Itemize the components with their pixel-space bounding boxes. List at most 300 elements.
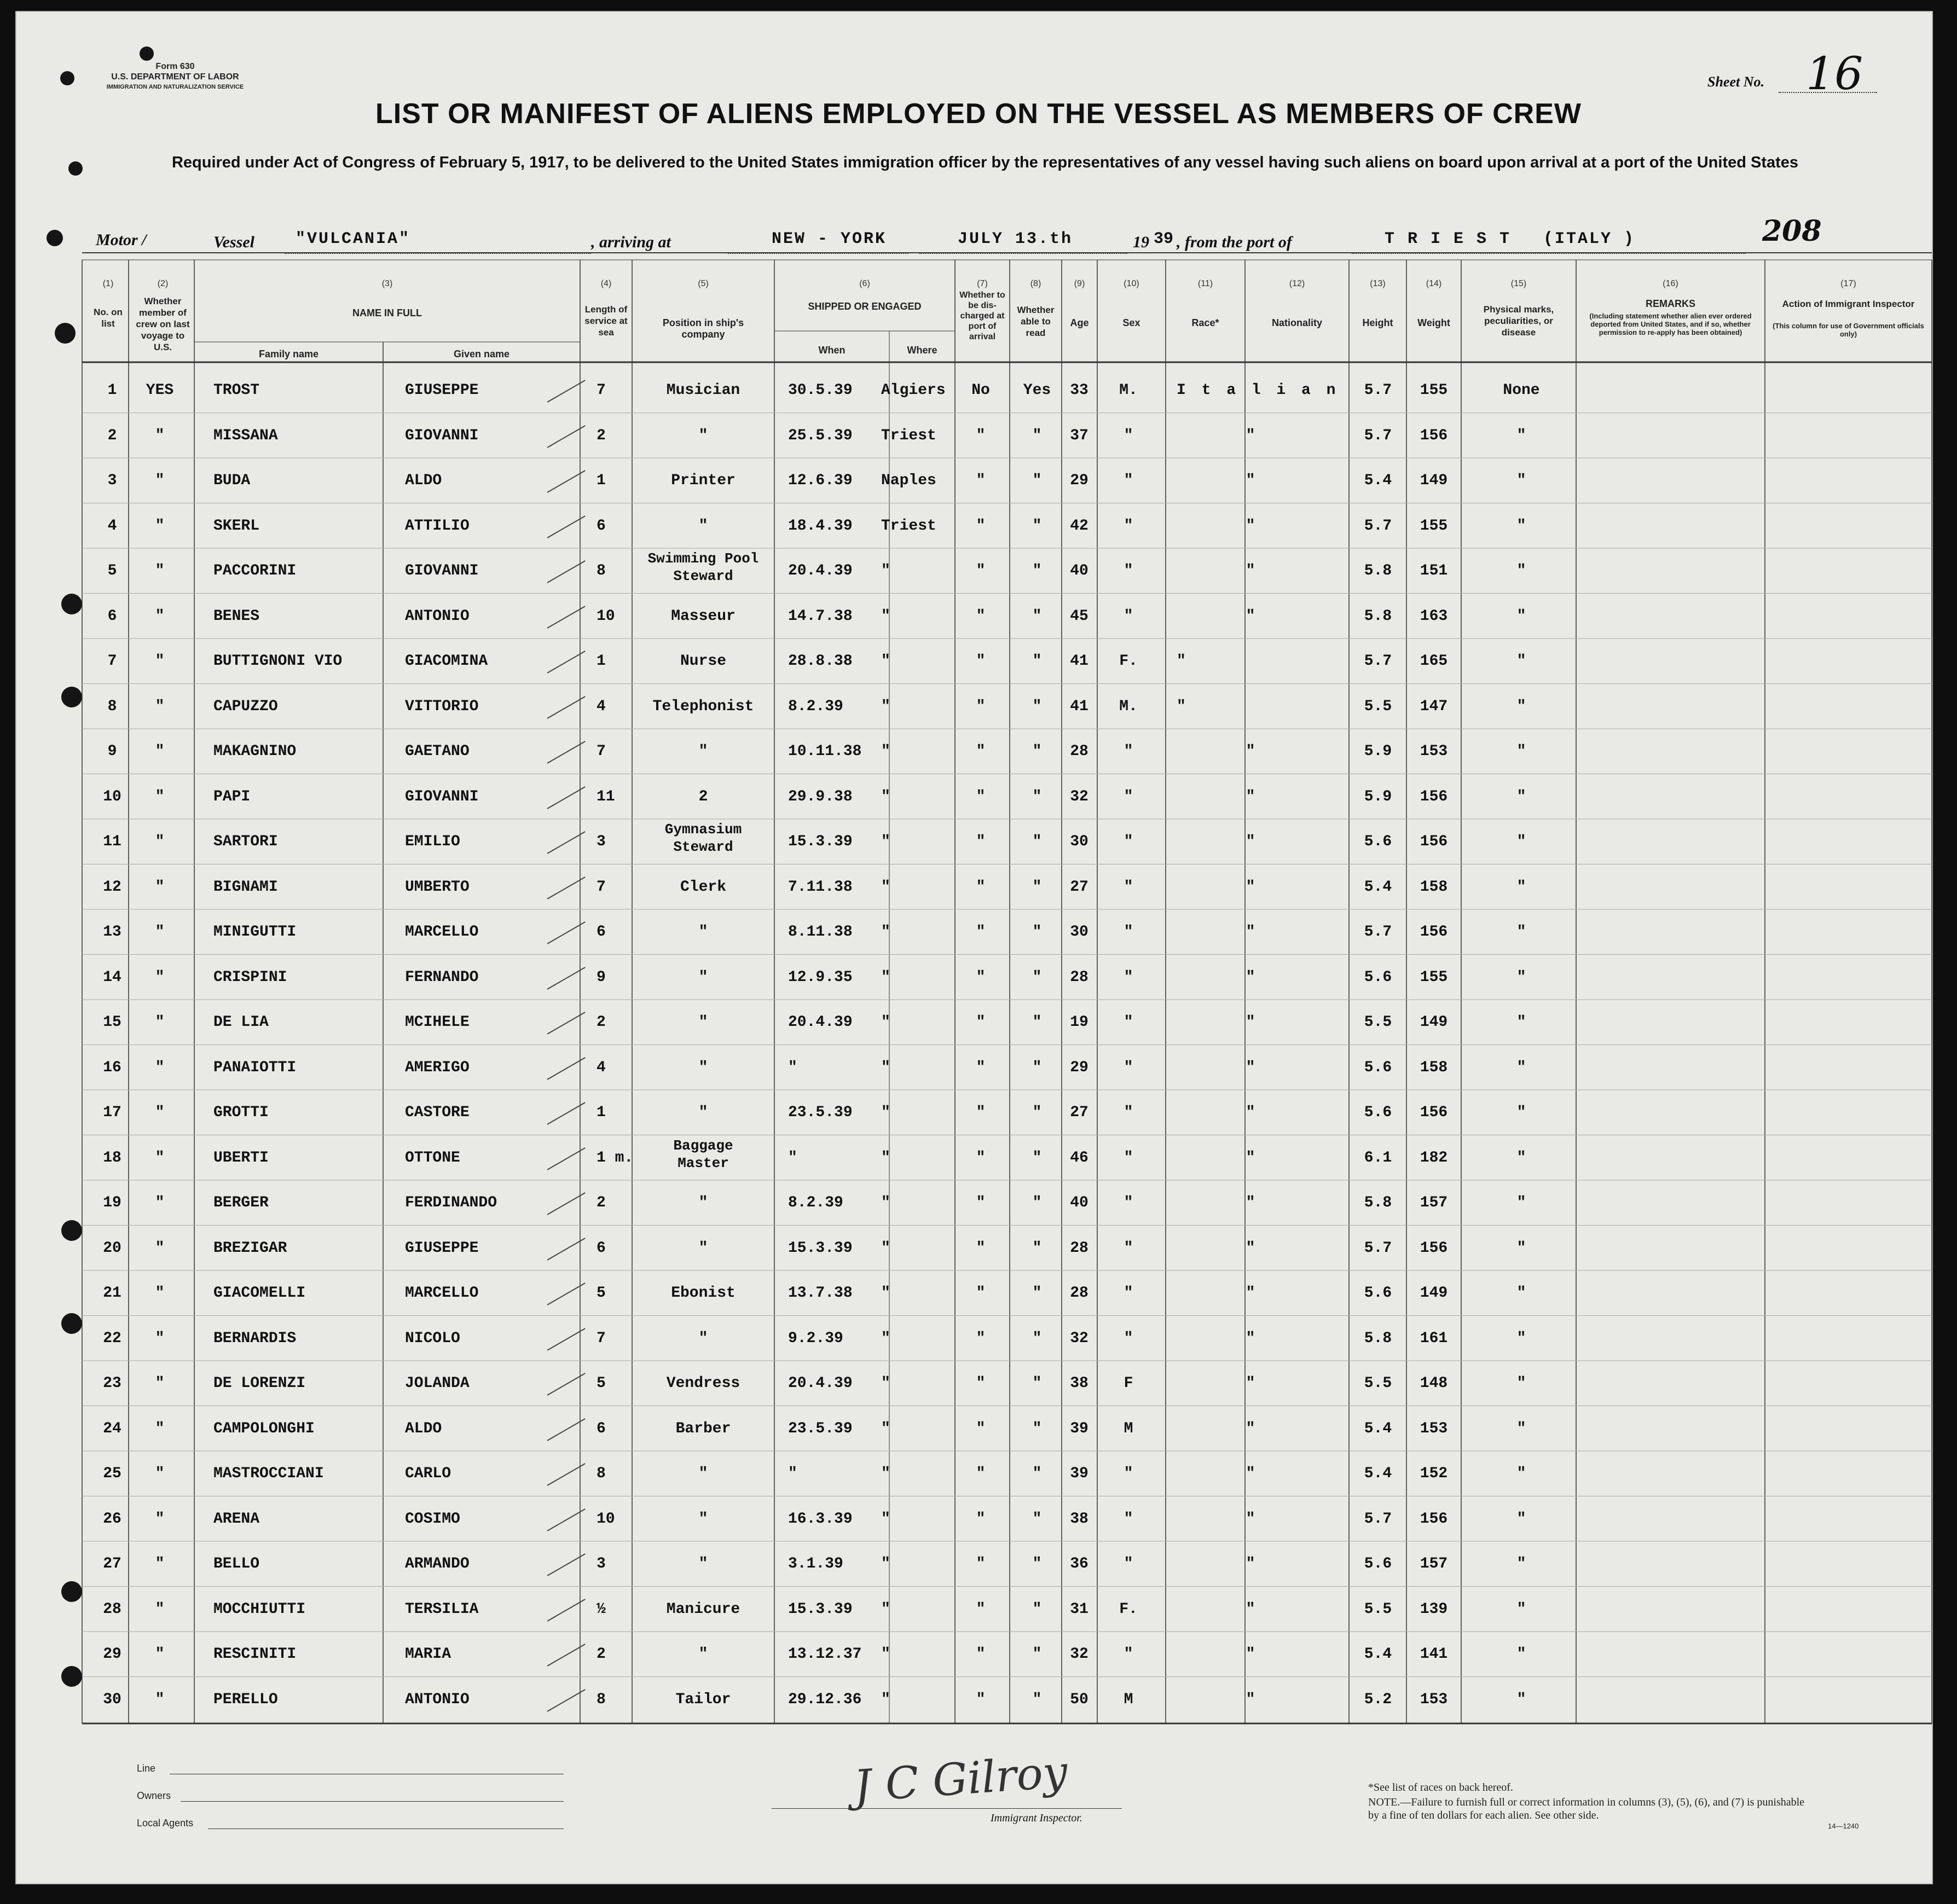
position: Ebonist: [671, 1285, 736, 1302]
inspector-label: Immigrant Inspector.: [991, 1812, 1082, 1824]
sex: ": [1124, 1465, 1133, 1482]
age: 32: [1070, 1646, 1088, 1663]
given-name: VITTORIO: [405, 698, 479, 715]
to-be-discharged: ": [976, 1104, 986, 1121]
sex: ": [1124, 924, 1133, 941]
departure-port: T R I E S T: [1385, 230, 1512, 248]
height: 5.4: [1364, 1646, 1392, 1663]
weight: 156: [1420, 788, 1448, 805]
physical-marks: None: [1503, 382, 1540, 399]
row-number: 2: [107, 427, 117, 444]
crew-last-voyage: ": [155, 1239, 165, 1257]
height: 5.2: [1364, 1691, 1392, 1708]
weight: 161: [1420, 1330, 1448, 1347]
crew-last-voyage: ": [155, 1059, 165, 1076]
crew-last-voyage: ": [155, 1555, 165, 1572]
position: Swimming Pool: [647, 550, 759, 567]
given-name: MARIA: [405, 1646, 451, 1663]
height: 5.7: [1364, 427, 1392, 444]
shipped-where: ": [881, 1239, 890, 1257]
age: 50: [1070, 1691, 1088, 1708]
header-discharged: Whether to be dis-charged at port of arrival: [959, 291, 1005, 341]
weight: 139: [1420, 1600, 1448, 1618]
crew-last-voyage: ": [155, 1194, 165, 1211]
family-name: ARENA: [213, 1510, 260, 1528]
position: Steward: [673, 839, 733, 855]
family-name: MOCCHIUTTI: [213, 1600, 306, 1618]
position: Barber: [675, 1420, 731, 1437]
row-number: 18: [103, 1149, 121, 1166]
to-be-discharged: ": [976, 1600, 986, 1618]
row-number: 17: [103, 1104, 121, 1121]
row-number: 20: [103, 1239, 121, 1257]
age: 30: [1070, 833, 1088, 850]
age: 28: [1070, 968, 1088, 986]
given-name: CASTORE: [405, 1104, 470, 1121]
nationality: ": [1246, 1285, 1255, 1302]
position: 2: [698, 788, 708, 805]
physical-marks: ": [1516, 472, 1526, 489]
position: ": [698, 1059, 708, 1076]
weight: 156: [1420, 1239, 1448, 1257]
shipped-when: 13.7.38: [788, 1285, 853, 1302]
given-name: TERSILIA: [405, 1600, 479, 1618]
height: 5.4: [1364, 878, 1392, 896]
physical-marks: ": [1516, 1646, 1526, 1663]
height: 5.6: [1364, 968, 1392, 986]
height: 5.7: [1364, 382, 1392, 399]
nationality: ": [1246, 1239, 1255, 1257]
family-name: BERGER: [213, 1194, 269, 1211]
sex: ": [1124, 607, 1133, 625]
age: 28: [1070, 1285, 1088, 1302]
physical-marks: ": [1516, 427, 1526, 444]
to-be-discharged: ": [976, 517, 986, 535]
nationality: ": [1246, 607, 1255, 625]
height: 5.7: [1364, 1510, 1392, 1528]
shipped-where: ": [881, 788, 890, 805]
shipped-when: 14.7.38: [788, 607, 853, 625]
sex: ": [1124, 788, 1133, 805]
arrival-port: NEW - YORK: [772, 230, 887, 248]
weight: 182: [1420, 1149, 1448, 1166]
position: Master: [678, 1154, 729, 1171]
height: 5.7: [1364, 517, 1392, 535]
age: 42: [1070, 517, 1088, 535]
col-num-17: (17): [1840, 279, 1856, 288]
height: 5.7: [1364, 924, 1392, 941]
departure-country: (ITALY ): [1543, 230, 1636, 248]
arrival-date: JULY 13.th: [958, 230, 1073, 248]
shipped-when: 23.5.39: [788, 1420, 853, 1437]
col-num-12: (12): [1289, 279, 1305, 288]
header-age: Age: [1070, 317, 1089, 328]
position: ": [698, 1104, 708, 1121]
age: 30: [1070, 924, 1088, 941]
header-length-service: Length of service at sea: [584, 304, 628, 338]
sex: M: [1124, 1691, 1133, 1708]
nationality: ": [1246, 1420, 1255, 1437]
row-number: 4: [107, 517, 117, 535]
family-name: BUTTIGNONI VIO: [213, 653, 343, 670]
able-to-read: ": [1032, 1059, 1042, 1076]
row-number: 8: [107, 698, 117, 715]
physical-marks: ": [1516, 1239, 1526, 1257]
physical-marks: ": [1516, 1600, 1526, 1618]
sex: ": [1124, 1239, 1133, 1257]
family-name: DE LORENZI: [213, 1375, 306, 1392]
family-name: BELLO: [213, 1555, 260, 1572]
height: 5.6: [1364, 1104, 1392, 1121]
header-name-in-full: NAME IN FULL: [352, 307, 422, 318]
sex: ": [1124, 1104, 1133, 1121]
given-name: ARMANDO: [405, 1555, 470, 1572]
header-sex: Sex: [1122, 317, 1140, 328]
crew-last-voyage: ": [155, 1285, 165, 1302]
crew-last-voyage: ": [155, 562, 165, 579]
header-no-on-list: No. on list: [94, 307, 123, 329]
row-number: 15: [103, 1014, 121, 1031]
position: Steward: [673, 568, 733, 584]
able-to-read: ": [1032, 1104, 1042, 1121]
crew-last-voyage: YES: [146, 382, 174, 399]
row-number: 27: [103, 1555, 121, 1572]
shipped-when: 12.9.35: [788, 968, 853, 986]
to-be-discharged: ": [976, 1646, 986, 1663]
crew-last-voyage: ": [155, 788, 165, 805]
weight: 147: [1420, 698, 1448, 715]
physical-marks: ": [1516, 1285, 1526, 1302]
length-of-service: 3: [597, 1555, 606, 1572]
to-be-discharged: ": [976, 968, 986, 986]
weight: 149: [1420, 1014, 1448, 1031]
shipped-when: ": [788, 1149, 797, 1166]
physical-marks: ": [1516, 1149, 1526, 1166]
row-number: 12: [103, 878, 121, 896]
family-name: BIGNAMI: [213, 878, 278, 896]
to-be-discharged: ": [976, 427, 986, 444]
sex: ": [1124, 833, 1133, 850]
position: ": [698, 1510, 708, 1528]
position: ": [698, 517, 708, 535]
physical-marks: ": [1516, 1420, 1526, 1437]
col-num-9: (9): [1074, 279, 1085, 288]
length-of-service: 1 m.: [597, 1149, 634, 1166]
to-be-discharged: ": [976, 788, 986, 805]
position: ": [698, 1014, 708, 1031]
weight: 149: [1420, 1285, 1448, 1302]
sex: ": [1124, 1330, 1133, 1347]
weight: 157: [1420, 1194, 1448, 1211]
shipped-where: Naples: [881, 472, 936, 489]
shipped-when: 3.1.39: [788, 1555, 843, 1572]
vessel-label: Vessel: [213, 233, 254, 251]
shipped-where: ": [881, 968, 890, 986]
header-where: Where: [907, 345, 937, 356]
shipped-where: ": [881, 1510, 890, 1528]
nationality: ": [1246, 743, 1255, 760]
given-name: GAETANO: [405, 743, 470, 760]
col-num-11: (11): [1197, 279, 1213, 288]
header-action: Action of Immigrant Inspector: [1782, 299, 1915, 309]
nationality: ": [1246, 1375, 1255, 1392]
service-name: IMMIGRATION AND NATURALIZATION SERVICE: [106, 84, 244, 90]
family-name: MAKAGNINO: [213, 743, 297, 760]
physical-marks: ": [1516, 698, 1526, 715]
given-name: JOLANDA: [405, 1375, 470, 1392]
crew-last-voyage: ": [155, 1149, 165, 1166]
able-to-read: ": [1032, 878, 1042, 896]
row-number: 6: [107, 607, 117, 625]
height: 5.7: [1364, 653, 1392, 670]
shipped-where: ": [881, 653, 890, 670]
height: 5.7: [1364, 1239, 1392, 1257]
shipped-where: Triest: [881, 517, 936, 535]
col-num-2: (2): [157, 279, 169, 288]
row-number: 23: [103, 1375, 121, 1392]
nationality: ": [1246, 1691, 1255, 1708]
weight: 157: [1420, 1555, 1448, 1572]
weight: 149: [1420, 472, 1448, 489]
weight: 156: [1420, 427, 1448, 444]
page-subtitle: Required under Act of Congress of February 5, 1917, to be delivered to the United States immigration officer by the representatives of any vessel having such aliens on board upon arrival at a port of the United States: [171, 154, 1799, 171]
family-name: DE LIA: [213, 1014, 269, 1031]
family-name: CRISPINI: [213, 968, 287, 986]
shipped-when: 9.2.39: [788, 1330, 843, 1347]
to-be-discharged: ": [976, 833, 986, 850]
col-num-1: (1): [102, 279, 114, 288]
family-name: GIACOMELLI: [213, 1285, 306, 1302]
crew-last-voyage: ": [155, 1646, 165, 1663]
height: 5.6: [1364, 1059, 1392, 1076]
length-of-service: 2: [597, 1646, 606, 1663]
row-number: 14: [103, 968, 121, 986]
nationality: ": [1246, 472, 1255, 489]
sheet-number: 16: [1806, 48, 1863, 100]
race: ": [1177, 653, 1189, 670]
position: ": [698, 1555, 708, 1572]
shipped-when: 8.2.39: [788, 1194, 843, 1211]
length-of-service: 4: [597, 698, 606, 715]
position: ": [698, 1194, 708, 1211]
height: 5.8: [1364, 1330, 1392, 1347]
weight: 158: [1420, 878, 1448, 896]
given-name: NICOLO: [405, 1330, 460, 1347]
shipped-when: 20.4.39: [788, 1375, 853, 1392]
family-name: PAPI: [213, 788, 251, 805]
position: Telephonist: [652, 698, 754, 715]
able-to-read: ": [1032, 1465, 1042, 1482]
nationality: ": [1246, 878, 1255, 896]
able-to-read: ": [1032, 788, 1042, 805]
sex: ": [1124, 517, 1133, 535]
to-be-discharged: ": [976, 743, 986, 760]
age: 32: [1070, 1330, 1088, 1347]
shipped-where: Triest: [881, 427, 936, 444]
col-num-16: (16): [1663, 279, 1678, 288]
age: 32: [1070, 788, 1088, 805]
family-name: UBERTI: [213, 1149, 269, 1166]
shipped-where: ": [881, 878, 890, 896]
shipped-where: ": [881, 1194, 890, 1211]
age: 29: [1070, 472, 1088, 489]
header-physical-marks: Physical marks, peculiarities, or disease: [1483, 304, 1554, 338]
nationality: ": [1246, 924, 1255, 941]
length-of-service: 2: [597, 1014, 606, 1031]
age: 33: [1070, 382, 1088, 399]
nationality: ": [1246, 1510, 1255, 1528]
length-of-service: ½: [597, 1600, 606, 1618]
weight: 156: [1420, 833, 1448, 850]
length-of-service: 3: [597, 833, 606, 850]
age: 27: [1070, 1104, 1088, 1121]
crew-last-voyage: ": [155, 743, 165, 760]
crew-last-voyage: ": [155, 607, 165, 625]
weight: 156: [1420, 1510, 1448, 1528]
able-to-read: ": [1032, 607, 1042, 625]
weight: 155: [1420, 382, 1448, 399]
row-number: 24: [103, 1420, 121, 1437]
to-be-discharged: ": [976, 607, 986, 625]
form-code: 14—1240: [1828, 1822, 1859, 1830]
given-name: GIUSEPPE: [405, 1239, 479, 1257]
shipped-when: 29.12.36: [788, 1691, 862, 1708]
weight: 156: [1420, 924, 1448, 941]
physical-marks: ": [1516, 1510, 1526, 1528]
shipped-when: 15.3.39: [788, 833, 853, 850]
nationality: ": [1246, 1014, 1255, 1031]
family-name: GROTTI: [213, 1104, 269, 1121]
height: 5.4: [1364, 472, 1392, 489]
length-of-service: 4: [597, 1059, 606, 1076]
physical-marks: ": [1516, 607, 1526, 625]
physical-marks: ": [1516, 1104, 1526, 1121]
crew-last-voyage: ": [155, 924, 165, 941]
given-name: GIOVANNI: [405, 562, 479, 579]
shipped-where: ": [881, 743, 890, 760]
length-of-service: 6: [597, 517, 606, 535]
given-name: GIUSEPPE: [405, 382, 479, 399]
shipped-where: ": [881, 1104, 890, 1121]
header-when: When: [818, 345, 846, 356]
physical-marks: ": [1516, 1014, 1526, 1031]
given-name: MCIHELE: [405, 1014, 470, 1031]
able-to-read: ": [1032, 1014, 1042, 1031]
crew-last-voyage: ": [155, 833, 165, 850]
able-to-read: ": [1032, 1600, 1042, 1618]
age: 41: [1070, 698, 1088, 715]
age: 41: [1070, 653, 1088, 670]
row-number: 16: [103, 1059, 121, 1076]
nationality: ": [1246, 1600, 1255, 1618]
nationality: ": [1246, 1104, 1255, 1121]
row-number: 19: [103, 1194, 121, 1211]
penalty-note: NOTE.—Failure to furnish full or correct information in columns (3), (5), (6), and (7) is punishable by a fine of ten dollars for each alien. See other side.: [1368, 1796, 1805, 1821]
shipped-when: 7.11.38: [788, 878, 853, 896]
weight: 155: [1420, 517, 1448, 535]
sex: M.: [1119, 382, 1138, 399]
crew-last-voyage: ": [155, 1420, 165, 1437]
races-note: *See list of races on back hereof.: [1368, 1781, 1513, 1793]
shipped-when: ": [788, 1465, 797, 1482]
shipped-where: ": [881, 924, 890, 941]
position: ": [698, 1465, 708, 1482]
given-name: COSIMO: [405, 1510, 460, 1528]
row-number: 26: [103, 1510, 121, 1528]
header-nationality: Nationality: [1271, 317, 1322, 328]
family-name: PANAIOTTI: [213, 1059, 297, 1076]
crew-last-voyage: ": [155, 653, 165, 670]
position: ": [698, 427, 708, 444]
header-race: Race*: [1191, 317, 1219, 328]
from-port-label: , from the port of: [1177, 233, 1292, 251]
race: ": [1177, 698, 1189, 715]
header-position: Position in ship's company: [662, 317, 744, 340]
header-member-crew: Whether member of crew on last voyage to U.S.: [136, 296, 190, 352]
to-be-discharged: ": [976, 698, 986, 715]
header-given-name: Given name: [453, 349, 510, 359]
sex: ": [1124, 878, 1133, 896]
length-of-service: 10: [597, 607, 615, 625]
physical-marks: ": [1516, 1194, 1526, 1211]
shipped-where: ": [881, 1285, 890, 1302]
height: 5.6: [1364, 833, 1392, 850]
arrival-year: 39: [1154, 230, 1174, 248]
given-name: GIOVANNI: [405, 788, 479, 805]
physical-marks: ": [1516, 653, 1526, 670]
length-of-service: 6: [597, 1239, 606, 1257]
able-to-read: ": [1032, 1420, 1042, 1437]
sex: ": [1124, 1194, 1133, 1211]
shipped-when: 15.3.39: [788, 1239, 853, 1257]
position: ": [698, 743, 708, 760]
physical-marks: ": [1516, 1465, 1526, 1482]
able-to-read: ": [1032, 833, 1042, 850]
to-be-discharged: ": [976, 1239, 986, 1257]
shipped-where: ": [881, 1691, 890, 1708]
shipped-when: 28.8.38: [788, 653, 853, 670]
sex: ": [1124, 1510, 1133, 1528]
able-to-read: ": [1032, 743, 1042, 760]
given-name: ALDO: [405, 472, 442, 489]
age: 27: [1070, 878, 1088, 896]
col-num-8: (8): [1030, 279, 1041, 288]
family-name: CAPUZZO: [213, 698, 278, 715]
able-to-read: ": [1032, 1510, 1042, 1528]
nationality: ": [1246, 968, 1255, 986]
shipped-where: ": [881, 562, 890, 579]
age: 45: [1070, 607, 1088, 625]
height: 5.4: [1364, 1420, 1392, 1437]
height: 5.5: [1364, 698, 1392, 715]
to-be-discharged: ": [976, 653, 986, 670]
able-to-read: ": [1032, 1149, 1042, 1166]
physical-marks: ": [1516, 517, 1526, 535]
physical-marks: ": [1516, 1059, 1526, 1076]
family-name: PACCORINI: [213, 562, 297, 579]
to-be-discharged: ": [976, 1510, 986, 1528]
length-of-service: 5: [597, 1375, 606, 1392]
shipped-where: ": [881, 1375, 890, 1392]
able-to-read: ": [1032, 968, 1042, 986]
nationality: ": [1246, 1330, 1255, 1347]
height: 5.5: [1364, 1375, 1392, 1392]
to-be-discharged: ": [976, 1375, 986, 1392]
shipped-when: 29.9.38: [788, 788, 853, 805]
shipped-when: 13.12.37: [788, 1646, 862, 1663]
shipped-where: ": [881, 1465, 890, 1482]
age: 46: [1070, 1149, 1088, 1166]
